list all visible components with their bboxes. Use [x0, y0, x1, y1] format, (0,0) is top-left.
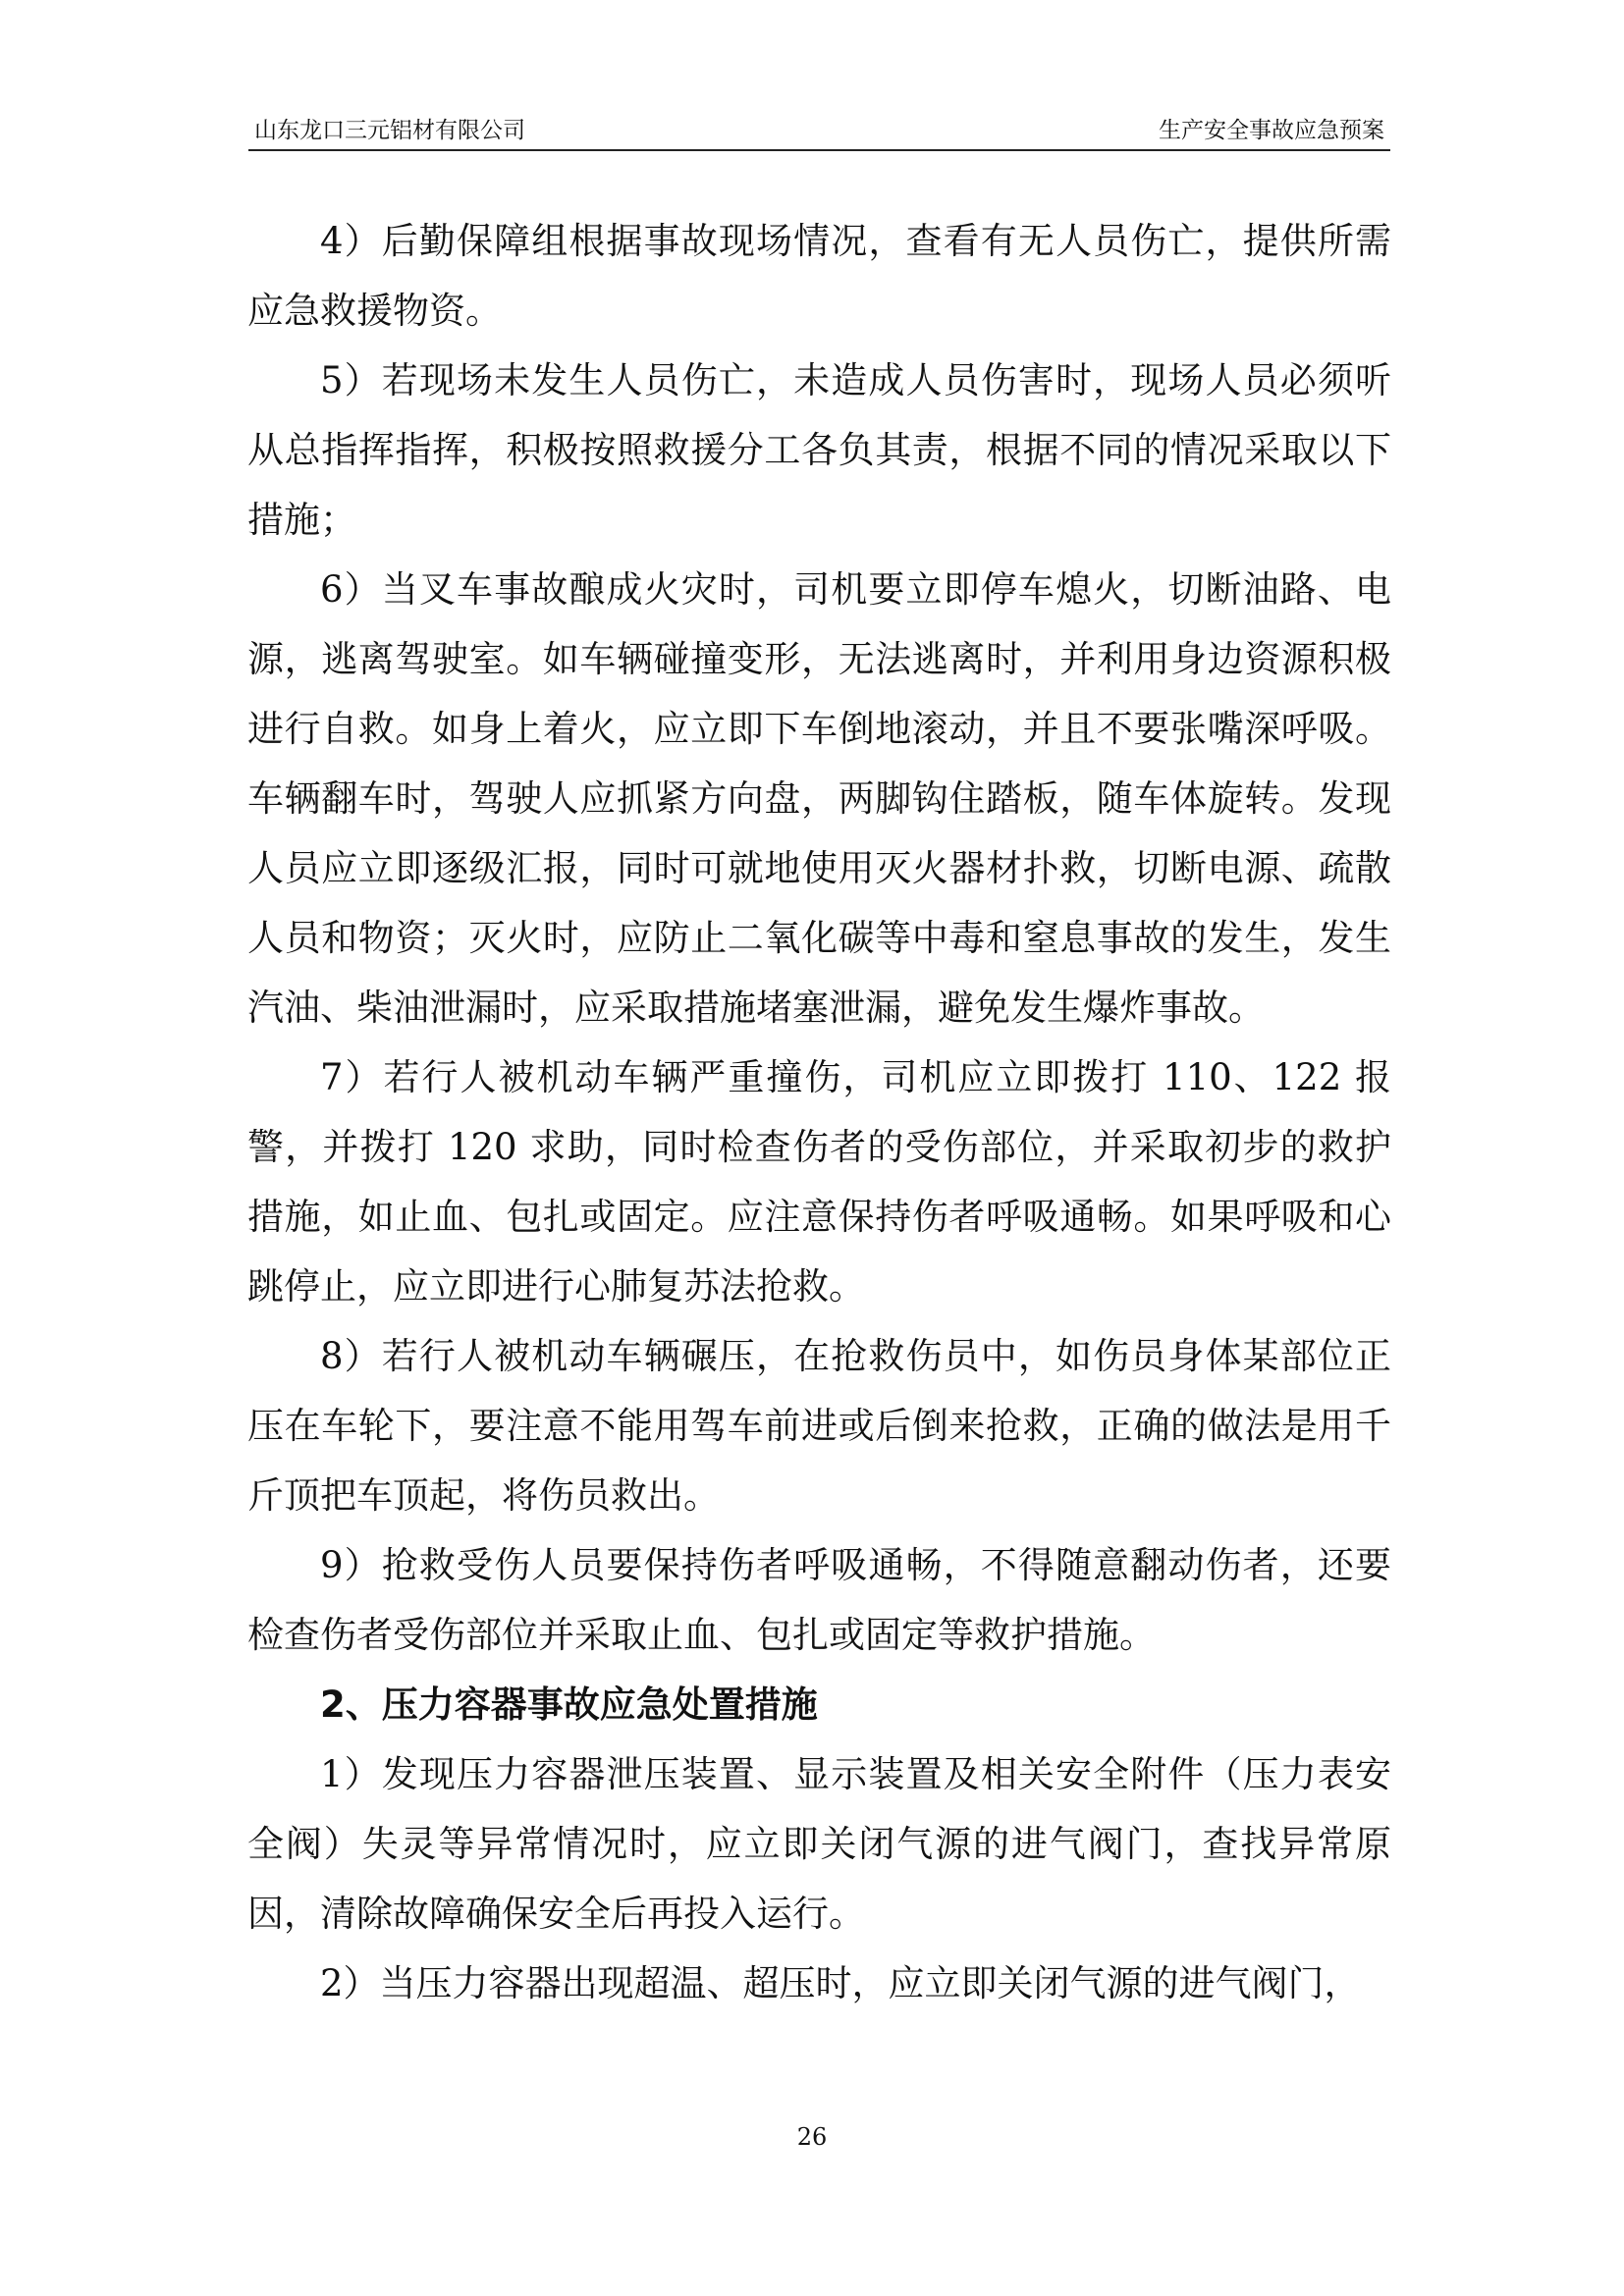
paragraph-8: 8）若行人被机动车辆碾压，在抢救伤员中，如伤员身体某部位正压在车轮下，要注意不能用驾车前进或后倒来抢救，正确的做法是用千斤顶把车顶起，将伤员救出。 — [247, 1335, 1391, 1517]
header-doc-title: 生产安全事故应急预案 — [1159, 118, 1384, 143]
document-body — [247, 206, 1391, 2018]
paragraph-7: 7）若行人被机动车辆严重撞伤，司机应立即拨打 110、122 报警，并拨打 120 求助，同时检查伤者的受伤部位，并采取初步的救护措施，如止血、包扎或固定。应注意保持伤者呼吸通畅。如果呼吸和心跳停止，应立即进行心肺复苏法抢救。 — [247, 1056, 1391, 1308]
paragraph-4: 4）后勤保障组根据事故现场情况，查看有无人员伤亡，提供所需应急救援物资。 — [247, 220, 1391, 332]
header-company: 山东龙口三元铝材有限公司 — [254, 118, 525, 143]
page-number: 26 — [796, 2123, 828, 2151]
page-header — [248, 110, 1390, 151]
paragraph-5: 5）若现场未发生人员伤亡，未造成人员伤害时，现场人员必须听从总指挥指挥，积极按照救援分工各负其责，根据不同的情况采取以下措施； — [247, 359, 1391, 541]
paragraph-pv-2: 2）当压力容器出现超温、超压时，应立即关闭气源的进气阀门， — [320, 1962, 1361, 2004]
paragraph-9: 9）抢救受伤人员要保持伤者呼吸通畅，不得随意翻动伤者，还要检查伤者受伤部位并采取止血、包扎或固定等救护措施。 — [247, 1544, 1391, 1656]
section-heading-pressure-vessel: 2、压力容器事故应急处置措施 — [320, 1683, 818, 1726]
paragraph-6: 6）当叉车事故酿成火灾时，司机要立即停车熄火，切断油路、电源，逃离驾驶室。如车辆碰撞变形，无法逃离时，并利用身边资源积极进行自救。如身上着火，应立即下车倒地滚动，并且不要张嘴深呼吸。车辆翻车时，驾驶人应抓紧方向盘，两脚钩住踏板，随车体旋转。发现人员应立即逐级汇报，同时可就地使用灭火器材扑救，切断电源、疏散人员和物资；灭火时，应防止二氧化碳等中毒和窒息事故的发生，发生汽油、柴油泄漏时，应采取措施堵塞泄漏，避免发生爆炸事故。 — [247, 568, 1391, 1029]
paragraph-pv-1: 1）发现压力容器泄压装置、显示装置及相关安全附件（压力表安全阀）失灵等异常情况时，应立即关闭气源的进气阀门，查找异常原因，清除故障确保安全后再投入运行。 — [247, 1753, 1391, 1935]
